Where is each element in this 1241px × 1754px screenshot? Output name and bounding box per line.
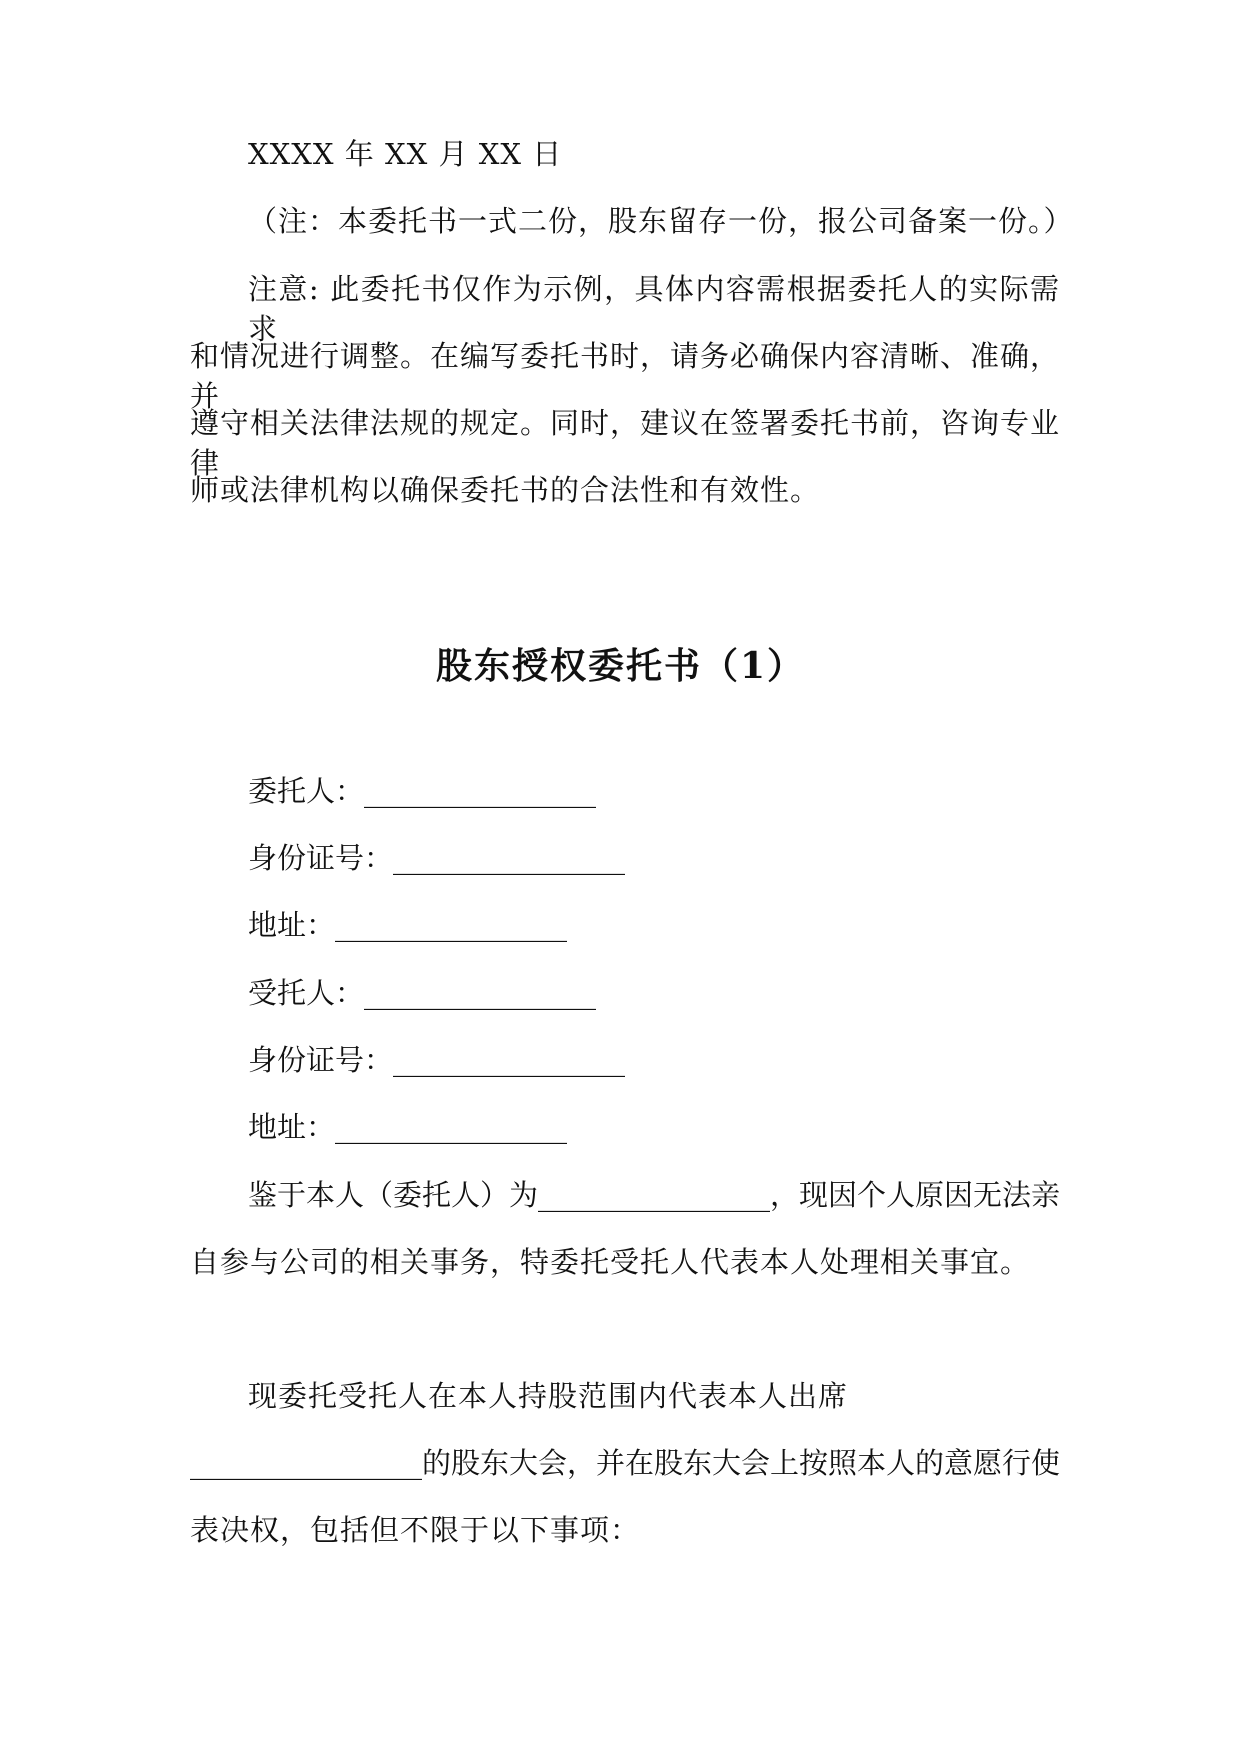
- body-1-line-1: 鉴于本人（委托人）为________________，现因个人原因无法亲: [248, 1178, 1061, 1212]
- document-title: 股东授权委托书（1）: [435, 645, 806, 687]
- field-principal-id: 身份证号：________________: [248, 841, 626, 875]
- body-1-line-2: 自参与公司的相关事务，特委托受托人代表本人处理相关事宜。: [190, 1245, 1031, 1279]
- note-line: （注：本委托书一式二份，股东留存一份，报公司备案一份。）: [248, 204, 1074, 238]
- field-principal-address: 地址：________________: [248, 908, 568, 942]
- notice-line-1: 注意: 此委托书仅作为示例，具体内容需根据委托人的实际需求: [248, 272, 1060, 346]
- body-2-line-2: ________________的股东大会，并在股东大会上按照本人的意愿行使: [190, 1446, 1061, 1480]
- field-agent-address: 地址：________________: [248, 1110, 568, 1144]
- body-2-line-1: 现委托受托人在本人持股范围内代表本人出席: [248, 1379, 849, 1413]
- notice-line-3: 遵守相关法律法规的规定。同时，建议在签署委托书前，咨询专业律: [190, 406, 1061, 480]
- date-line: XXXX 年 XX 月 XX 日: [248, 137, 563, 171]
- field-principal: 委托人：________________: [248, 774, 597, 808]
- field-agent-id: 身份证号：________________: [248, 1043, 626, 1077]
- notice-line-4: 师或法律机构以确保委托书的合法性和有效性。: [190, 473, 821, 507]
- field-agent: 受托人：________________: [248, 976, 597, 1010]
- notice-line-2: 和情况进行调整。在编写委托书时，请务必确保内容清晰、准确，并: [190, 339, 1061, 413]
- body-2-line-3: 表决权，包括但不限于以下事项：: [190, 1513, 641, 1547]
